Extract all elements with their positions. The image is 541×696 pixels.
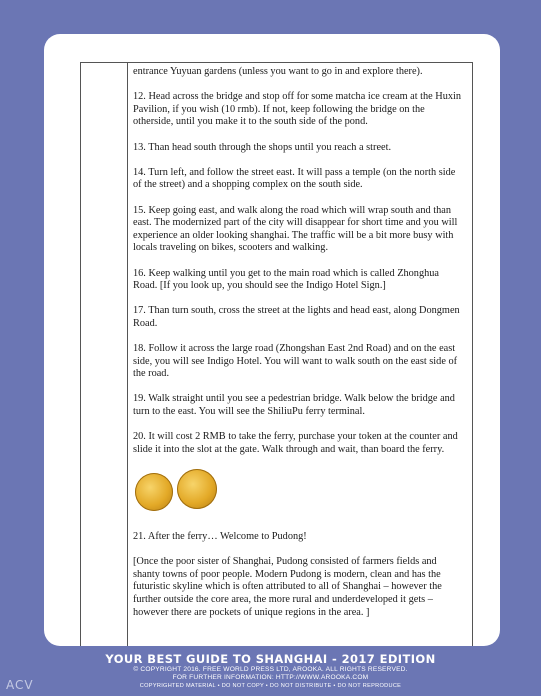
paragraph-step-15: 15. Keep going east, and walk along the road which will wrap south and than east. The modernized part of the city will disappear for short time and you will experience an older looking shanghai. The traffic will be a bit more busy with locals traveling on bikes, scooters and walking. [133, 204, 458, 254]
page-footer [0, 652, 541, 690]
paragraph-step-14: 14. Turn left, and follow the street east. It will pass a temple (on the north side of the street) and a shopping complex on the south side. [133, 166, 456, 191]
ferry-token-image [133, 469, 464, 513]
document-page [44, 34, 500, 646]
ferry-token-coin-icon [135, 473, 173, 511]
paragraph-step-19: 19. Walk straight until you see a pedestrian bridge. Walk below the bridge and turn to the east. You will see the ShiliuPu ferry terminal. [133, 393, 455, 418]
table-left-column [81, 63, 128, 646]
ferry-token-coin-icon [177, 469, 217, 509]
paragraph-step-16: 16. Keep walking until you get to the main road which is called Zhonghua Road. [If you look up, you should see the Indigo Hotel Sign.] [133, 267, 439, 292]
content-table [80, 62, 473, 646]
footer-notice: COPYRIGHTED MATERIAL • DO NOT COPY • DO NOT DISTRIBUTE • DO NOT REPRODUCE [139, 683, 402, 689]
paragraph-step-17: 17. Than turn south, cross the street at the lights and head east, along Dongmen Road. [133, 305, 460, 329]
watermark: ACV [6, 678, 34, 692]
paragraph-step-12: 12. Head across the bridge and stop off for some matcha ice cream at the Huxin Pavilion, if you wish (10 rmb). If not, keep following the bridge on the otherside, until you make it to the south side of the pond. [133, 91, 462, 128]
table-text-column [133, 66, 464, 632]
paragraph-entrance: entrance Yuyuan gardens (unless you want to go in and explore there). [133, 66, 423, 77]
paragraph-step-13: 13. Than head south through the shops until you reach a street. [133, 141, 392, 153]
paragraph-pudong-intro: [Once the poor sister of Shanghai, Pudong consisted of farmers fields and shanty towns of poor people. Modern Pudong is modern, clean and has the futuristic skyline which is often attributed to all of Shanghai – however the further outside the core area, the more rural and underdeveloped it gets – however there are pockets of unique regions in the area. ] [133, 556, 442, 618]
footer-info: FOR FURTHER INFORMATION: HTTP://WWW.AROOKA.COM [172, 674, 369, 681]
paragraph-step-21: 21. After the ferry… Welcome to Pudong! [133, 531, 307, 542]
paragraph-step-18: 18. Follow it across the large road (Zhongshan East 2nd Road) and on the east side, you will see Indigo Hotel. You will want to walk south on the east side of the road. [133, 343, 458, 380]
footer-copyright: © COPYRIGHT 2016. FREE WORLD PRESS LTD, AROOKA. ALL RIGHTS RESERVED. [133, 666, 408, 673]
footer-title: YOUR BEST GUIDE TO SHANGHAI - 2017 EDITION [105, 652, 436, 666]
paragraph-step-20: 20. It will cost 2 RMB to take the ferry, purchase your token at the counter and slide it into the slot at the gate. Walk through and wait, than board the ferry. [133, 431, 458, 455]
